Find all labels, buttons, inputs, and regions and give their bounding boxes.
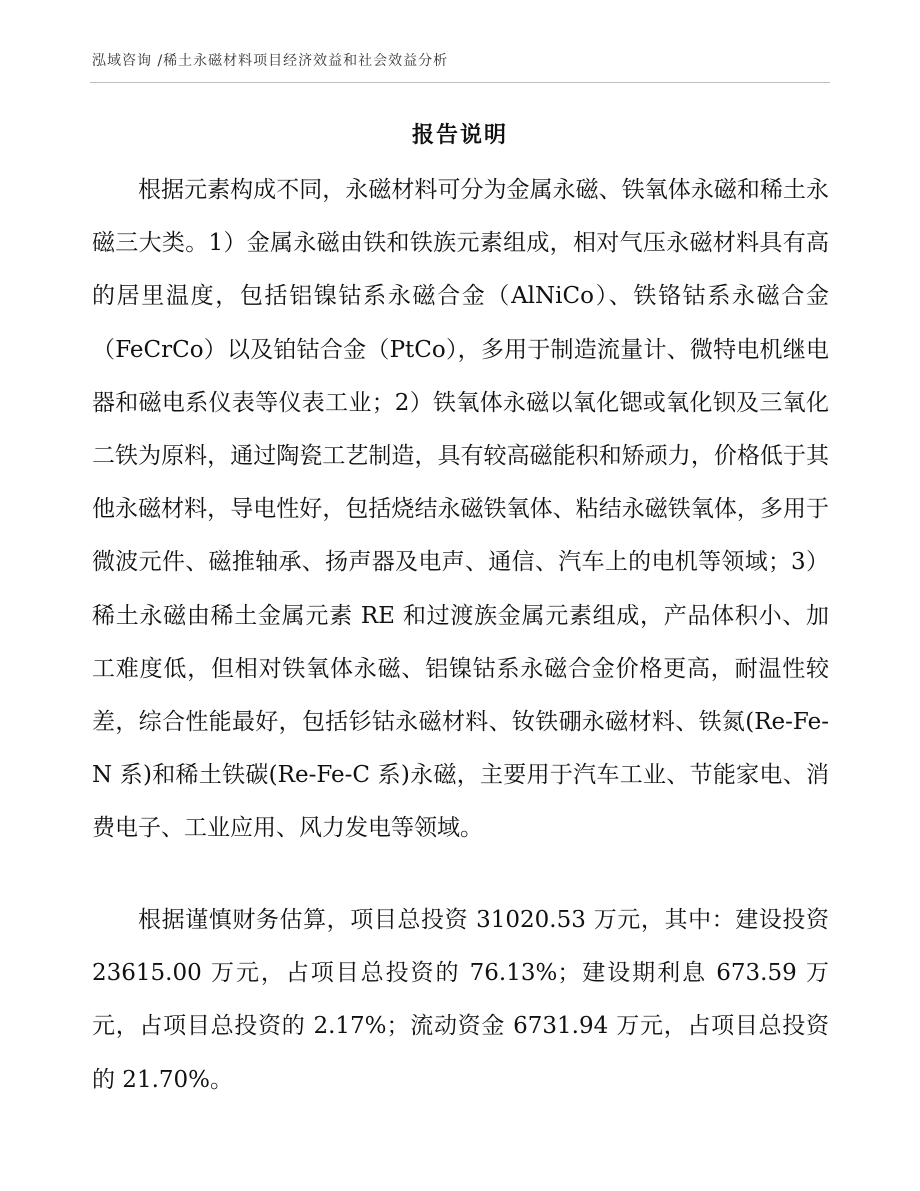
page-title: 报告说明	[411, 123, 508, 148]
body-paragraph-materials: 根据元素构成不同，永磁材料可分为金属永磁、铁氧体永磁和稀土永磁三大类。1）金属永磁由铁和铁族元素组成，相对气压永磁材料具有高的居里温度，包括铝镍钴系永磁合金（AlNiCo）、铁铬钴系永磁合金（FeCrCo）以及铂钴合金（PtCo），多用于制造流量计、微特电机继电器和磁电系仪表等仪表工业；2）铁氧体永磁以氧化锶或氧化钡及三氧化二铁为原料，通过陶瓷工艺制造，具有较高磁能积和矫顽力，价格低于其他永磁材料，导电性好，包括烧结永磁铁氧体、粘结永磁铁氧体，多用于微波元件、磁推轴承、扬声器及电声、通信、汽车上的电机等领域；3）稀土永磁由稀土金属元素 RE 和过渡族金属元素组成，产品体积小、加工难度低，但相对铁氧体永磁、铝镍钴系永磁合金价格更高，耐温性较差，综合性能最好，包括钐钴永磁材料、钕铁硼永磁材料、铁氮(Re-Fe-N 系)和稀土铁碳(Re-Fe-C 系)永磁，主要用于汽车工业、节能家电、消费电子、工业应用、风力发电等领域。	[92, 177, 829, 842]
body-paragraph-investment: 根据谨慎财务估算，项目总投资 31020.53 万元，其中：建设投资 23615.00 万元，占项目总投资的 76.13%；建设期利息 673.59 万元，占项目总投资的 2.17%；流动资金 6731.94 万元，占项目总投资的 21.70%。	[92, 907, 829, 1093]
header-divider	[90, 82, 830, 83]
running-header: 泓域咨询 /稀土永磁材料项目经济效益和社会效益分析	[92, 53, 449, 69]
